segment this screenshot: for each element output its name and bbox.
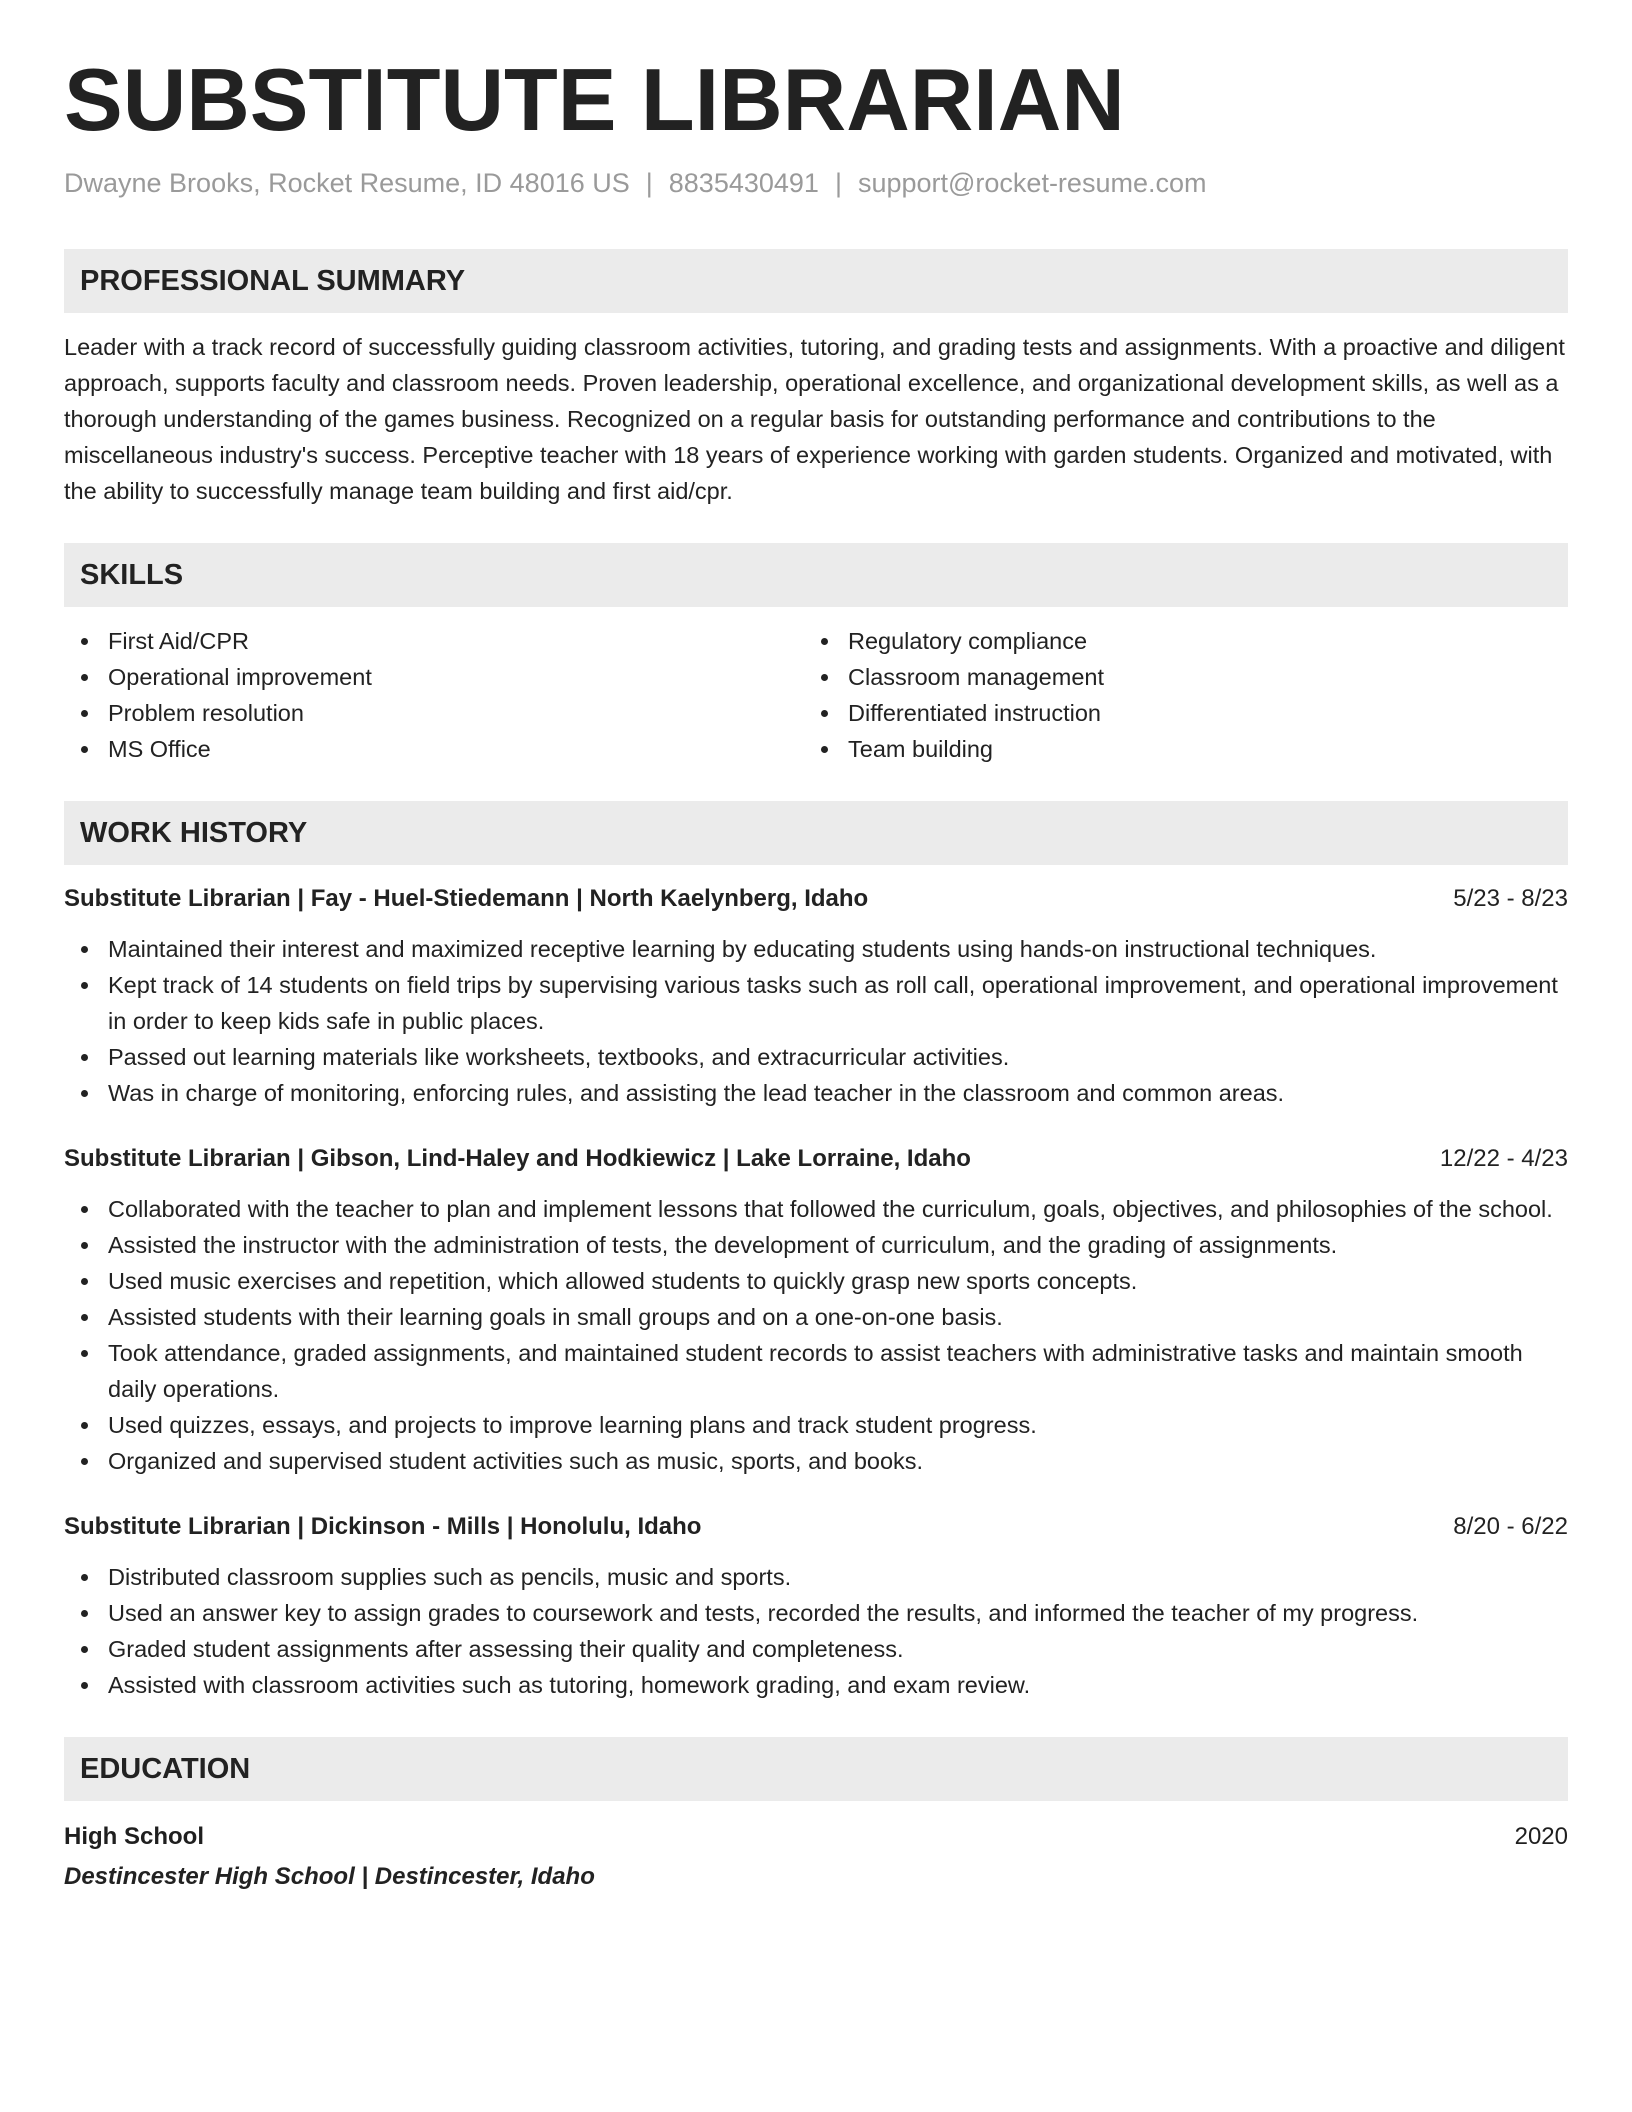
job-bullets [64, 1191, 1568, 1479]
job-bullet: Assisted students with their learning goals in small groups and on a one-on-one basis. [64, 1299, 1568, 1335]
job-header [64, 1509, 1568, 1545]
section-header-education: EDUCATION [64, 1737, 1568, 1801]
skill-item: Operational improvement [64, 659, 804, 695]
skill-item: Differentiated instruction [804, 695, 1544, 731]
job-bullet: Took attendance, graded assignments, and maintained student records to assist teachers with administrative tasks and maintain smooth daily operations. [64, 1335, 1568, 1407]
job-dates: 8/20 - 6/22 [1453, 1513, 1568, 1540]
education-school: Destincester High School | Destincester, Idaho [64, 1863, 595, 1890]
job-title: Substitute Librarian | Dickinson - Mills | Honolulu, Idaho [64, 1513, 702, 1540]
job-dates: 5/23 - 8/23 [1453, 885, 1568, 912]
skill-item: Team building [804, 731, 1544, 767]
job-bullet: Graded student assignments after assessing their quality and completeness. [64, 1631, 1568, 1667]
job-bullet: Distributed classroom supplies such as pencils, music and sports. [64, 1559, 1568, 1595]
section-header-skills: SKILLS [64, 543, 1568, 607]
job-entry [64, 881, 1568, 1111]
education-header [64, 1817, 1568, 1857]
job-header [64, 1141, 1568, 1177]
skill-item: First Aid/CPR [64, 623, 804, 659]
job-bullet: Assisted the instructor with the administration of tests, the development of curriculum, and the grading of assignments. [64, 1227, 1568, 1263]
job-bullet: Was in charge of monitoring, enforcing rules, and assisting the lead teacher in the classroom and common areas. [64, 1075, 1568, 1111]
contact-line [64, 168, 1568, 199]
job-title: Substitute Librarian | Fay - Huel-Stiedemann | North Kaelynberg, Idaho [64, 885, 869, 912]
education-degree: High School [64, 1823, 204, 1850]
job-entry [64, 1509, 1568, 1703]
resume-title: SUBSTITUTE LIBRARIAN [64, 50, 1125, 149]
job-bullet: Assisted with classroom activities such as tutoring, homework grading, and exam review. [64, 1667, 1568, 1703]
job-dates: 12/22 - 4/23 [1439, 1145, 1568, 1172]
job-bullet: Used quizzes, essays, and projects to improve learning plans and track student progress. [64, 1407, 1568, 1443]
section-header-summary: PROFESSIONAL SUMMARY [64, 249, 1568, 313]
skill-item: Classroom management [804, 659, 1544, 695]
skills-column-left [64, 623, 804, 767]
job-bullet: Passed out learning materials like worksheets, textbooks, and extracurricular activities. [64, 1039, 1568, 1075]
job-entry [64, 1141, 1568, 1479]
contact-address: Dwayne Brooks, Rocket Resume, ID 48016 US [64, 168, 630, 198]
section-header-work-history: WORK HISTORY [64, 801, 1568, 865]
job-header [64, 881, 1568, 917]
skill-item: Problem resolution [64, 695, 804, 731]
education-year: 2020 [1514, 1823, 1568, 1850]
job-bullet: Collaborated with the teacher to plan and implement lessons that followed the curriculum, goals, objectives, and philosophies of the school. [64, 1191, 1568, 1227]
summary-text: Leader with a track record of successfully guiding classroom activities, tutoring, and grading tests and assignments. With a proactive and diligent approach, supports faculty and classroom needs. Proven leadership, operational excellence, and organizational development skills, as well as a thorough understanding of the games business. Recognized on a regular basis for outstanding performance and contributions to the miscellaneous industry's success. Perceptive teacher with 18 years of experience working with garden students. Organized and motivated, with the ability to successfully manage team building and first aid/cpr. [64, 334, 1565, 504]
education-entry [64, 1817, 1568, 1897]
job-title: Substitute Librarian | Gibson, Lind-Haley and Hodkiewicz | Lake Lorraine, Idaho [64, 1145, 971, 1172]
skills-list [64, 623, 1568, 767]
contact-phone: 8835430491 [668, 168, 819, 198]
job-bullets [64, 931, 1568, 1111]
job-bullets [64, 1559, 1568, 1703]
skills-column-right [804, 623, 1544, 767]
job-bullet: Organized and supervised student activities such as music, sports, and books. [64, 1443, 1568, 1479]
contact-separator: | [645, 168, 653, 198]
contact-separator: | [834, 168, 842, 198]
job-bullet: Used an answer key to assign grades to coursework and tests, recorded the results, and informed the teacher of my progress. [64, 1595, 1568, 1631]
job-bullet: Used music exercises and repetition, which allowed students to quickly grasp new sports concepts. [64, 1263, 1568, 1299]
skill-item: MS Office [64, 731, 804, 767]
job-bullet: Maintained their interest and maximized receptive learning by educating students using hands-on instructional techniques. [64, 931, 1568, 967]
contact-email: support@rocket-resume.com [857, 168, 1207, 198]
job-bullet: Kept track of 14 students on field trips by supervising various tasks such as roll call, operational improvement, and operational improvement in order to keep kids safe in public places. [64, 967, 1568, 1039]
skill-item: Regulatory compliance [804, 623, 1544, 659]
